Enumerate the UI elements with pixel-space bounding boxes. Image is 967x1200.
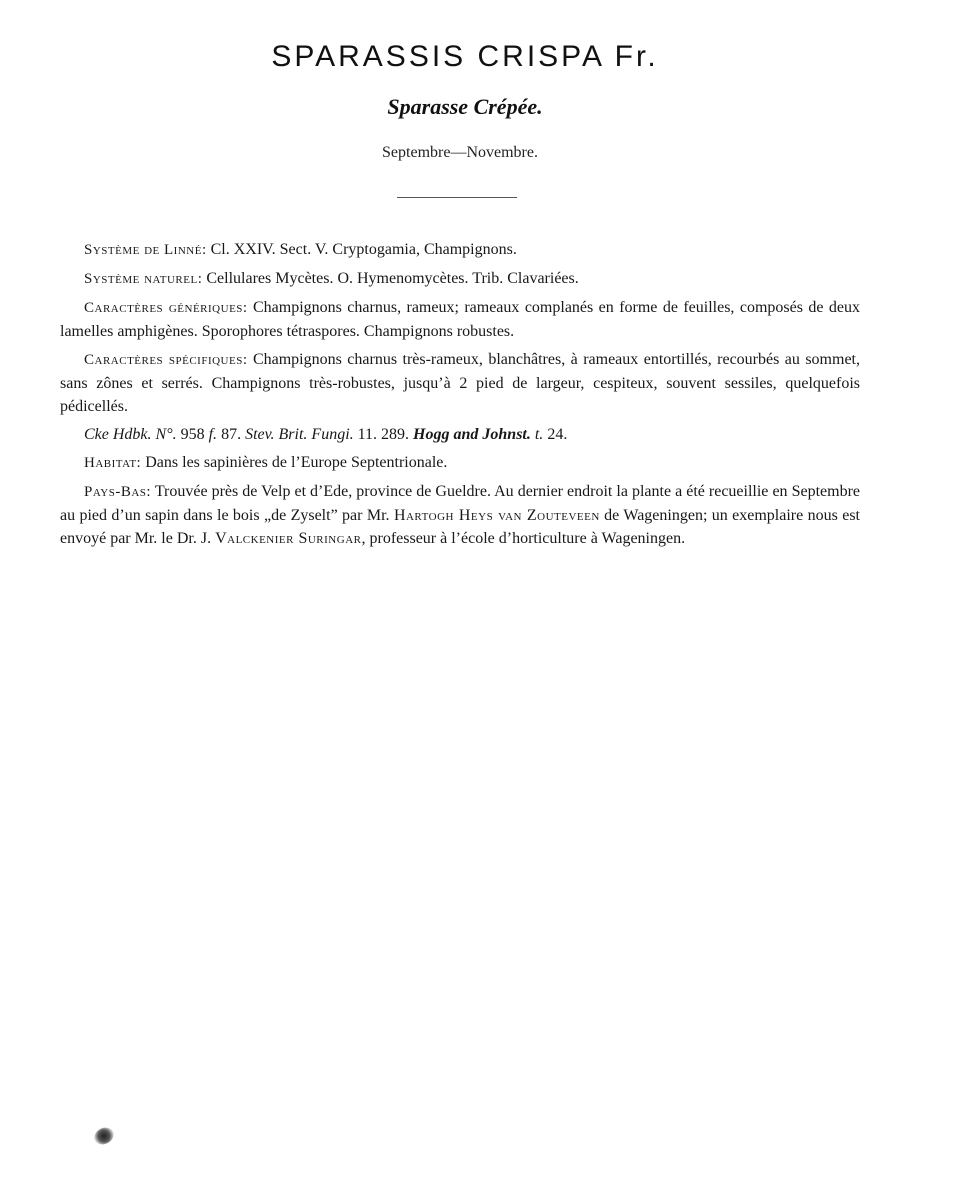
label-linne: Système de Linné: <box>84 242 207 258</box>
ref-stevenson-number: 11. 289. <box>353 426 414 443</box>
page-title: SPARASSIS CRISPA Fr. <box>271 40 659 73</box>
season-line: Septembre—Novembre. <box>382 144 538 161</box>
label-naturel: Système naturel: <box>84 271 203 287</box>
ref-cooke-fig-number: 87. <box>217 426 246 443</box>
page-subtitle: Sparasse Crépée. <box>387 94 543 119</box>
paragraph-paysbas <box>60 480 860 550</box>
text-specifiques: Champignons charnus très-rameux, blanchâtres, à rameaux entortillés, recourbés au sommet, sans zônes et serrés. Champignons très-robustes, jusqu’à 2 pied de largeur, cespiteux, souvent sessiles, quelquefois pédicellés. <box>60 351 860 415</box>
text-linne: Cl. XXIV. Sect. V. Cryptogamia, Champignons. <box>206 241 517 258</box>
text-paysbas-2: de Wageningen; un exemplaire nous est envoyé par Mr. le Dr. J. <box>60 507 861 547</box>
divider-rule <box>397 197 517 198</box>
label-habitat: Habitat: <box>84 455 142 471</box>
ref-hogg-t: t. <box>530 426 544 443</box>
person-name-valckenier: Valckenier Suringar <box>215 530 362 547</box>
paragraph-habitat <box>60 451 860 475</box>
label-paysbas: Pays-Bas: <box>84 484 152 500</box>
description-body <box>60 238 860 555</box>
person-name-hartogh: Hartogh Heys van Zouteveen <box>393 507 600 524</box>
label-generiques: Caractères génériques: <box>84 300 248 316</box>
label-specifiques: Caractères spécifiques: <box>84 352 248 368</box>
text-naturel: Cellulares Mycètes. O. Hymenomycètes. Trib. Clavariées. <box>202 270 579 287</box>
paragraph-naturel <box>60 267 860 291</box>
text-paysbas-3: , professeur à l’école d’horticulture à Wageningen. <box>361 530 686 547</box>
paragraph-linne <box>60 238 860 262</box>
text-generiques: Champignons charnus, rameux; rameaux complanés en forme de feuilles, composés de deux lamelles amphigènes. Sporophores tétraspores. Champignons robustes. <box>60 299 861 340</box>
ref-hogg-number: 24. <box>543 426 568 443</box>
paragraph-generiques <box>60 296 860 343</box>
ink-smudge <box>92 1125 117 1148</box>
ref-stevenson: Stev. Brit. Fungi. <box>245 426 354 443</box>
ref-cooke-fig: f. <box>208 426 218 443</box>
ref-cooke: Cke Hdbk. N°. <box>84 426 177 443</box>
text-habitat: Dans les sapinières de l’Europe Septentrionale. <box>141 454 448 471</box>
text-paysbas-1: Trouvée près de Velp et d’Ede, province de Gueldre. Au dernier endroit la plante a été recueillie en Septembre au pied d’un sapin dans le bois „de Zyselt” par Mr. <box>60 483 860 524</box>
paragraph-specifiques <box>60 348 860 418</box>
ref-hogg: Hogg and Johnst. <box>413 426 531 443</box>
ref-cooke-number: 958 <box>176 426 209 443</box>
paragraph-references <box>60 423 860 446</box>
